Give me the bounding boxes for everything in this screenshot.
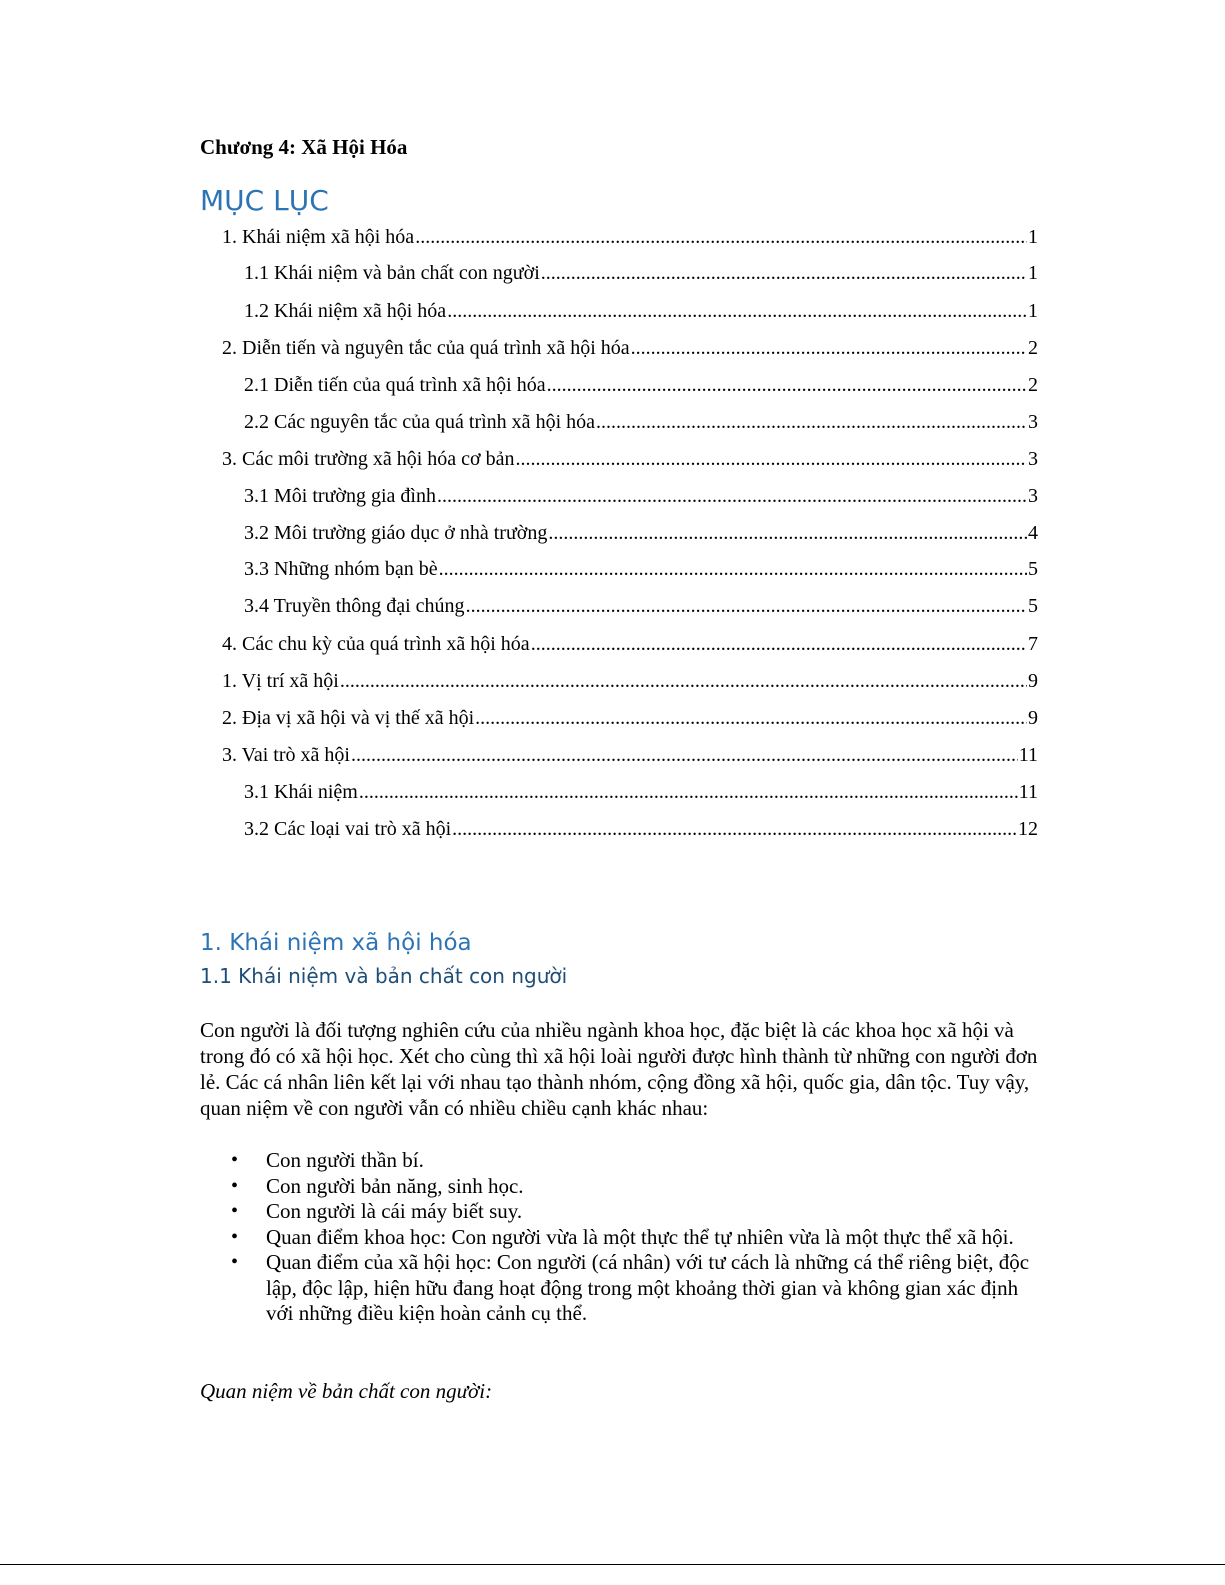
- toc-leader-dots: [547, 372, 1027, 398]
- toc-entry-page: 12: [1018, 818, 1038, 840]
- toc-entry[interactable]: [244, 556, 1038, 582]
- toc-entry[interactable]: [244, 816, 1038, 842]
- toc-entry-page: 11: [1018, 744, 1038, 766]
- toc-entry-page: 4: [1028, 522, 1038, 544]
- toc-entry-page: 5: [1028, 558, 1038, 580]
- toc-entry[interactable]: [222, 742, 1038, 768]
- toc-entry[interactable]: [244, 260, 1038, 286]
- toc-entry-page: 11: [1018, 781, 1038, 803]
- toc-entry-title: 3.1 Khái niệm: [244, 781, 358, 803]
- toc-entry[interactable]: [244, 483, 1038, 509]
- toc-entry[interactable]: [222, 335, 1038, 361]
- list-item: [200, 1174, 1040, 1200]
- toc-entry-title: 2. Địa vị xã hội và vị thế xã hội: [222, 707, 475, 729]
- toc-leader-dots: [515, 446, 1027, 472]
- toc-entry-title: 3.2 Môi trường giáo dục ở nhà trường: [244, 522, 548, 544]
- bullet-icon: •: [231, 1200, 239, 1222]
- list-item-text: Quan điểm khoa học: Con người vừa là một thực thể tự nhiên vừa là một thực thể xã hội.: [266, 1224, 1014, 1249]
- list-item-text: Con người là cái máy biết suy.: [266, 1199, 523, 1223]
- toc-entry-page: 2: [1028, 374, 1038, 396]
- toc-entry[interactable]: [244, 520, 1038, 546]
- toc-leader-dots: [548, 520, 1027, 546]
- toc-leader-dots: [340, 668, 1027, 694]
- toc-entry[interactable]: [244, 593, 1038, 619]
- toc-entry[interactable]: [244, 409, 1038, 435]
- toc-entry-title: 1.1 Khái niệm và bản chất con người: [244, 262, 540, 284]
- toc-entry-title: 3.2 Các loại vai trò xã hội: [244, 818, 452, 840]
- toc-leader-dots: [541, 260, 1027, 286]
- toc-entry-title: 2.1 Diễn tiến của quá trình xã hội hóa: [244, 374, 546, 396]
- toc-leader-dots: [631, 335, 1027, 361]
- toc-entry[interactable]: [222, 446, 1038, 472]
- section-subheading: 1.1 Khái niệm và bản chất con người: [200, 964, 568, 988]
- list-item: [200, 1225, 1040, 1251]
- toc-entry-title: 3. Các môi trường xã hội hóa cơ bản: [222, 448, 515, 470]
- list-item-text: Con người thần bí.: [266, 1148, 424, 1172]
- chapter-title: Chương 4: Xã Hội Hóa: [200, 135, 408, 159]
- toc-entry-title: 4. Các chu kỳ của quá trình xã hội hóa: [222, 633, 530, 655]
- toc-entry-page: 1: [1028, 262, 1038, 284]
- bullet-icon: •: [231, 1174, 239, 1197]
- list-item-text: Con người bản năng, sinh học.: [266, 1173, 524, 1198]
- list-item: [200, 1250, 1040, 1327]
- toc-entry[interactable]: [222, 631, 1038, 657]
- toc-entry-page: 7: [1028, 633, 1038, 655]
- bullet-list: [200, 1148, 1040, 1327]
- list-item: [200, 1199, 1040, 1225]
- toc-entry-page: 3: [1028, 411, 1038, 433]
- toc-entry-title: 3.1 Môi trường gia đình: [244, 485, 436, 507]
- page-bottom-divider: [0, 1564, 1225, 1565]
- list-item: [200, 1148, 1040, 1174]
- toc-heading: MỤC LỤC: [200, 184, 329, 217]
- toc-leader-dots: [596, 409, 1027, 435]
- toc-leader-dots: [415, 224, 1027, 250]
- toc-entry[interactable]: [222, 224, 1038, 250]
- toc-entry-page: 9: [1028, 670, 1038, 692]
- toc-entry-page: 3: [1028, 448, 1038, 470]
- toc-entry[interactable]: [244, 372, 1038, 398]
- bullet-icon: •: [231, 1251, 239, 1273]
- toc-entry-title: 1.2 Khái niệm xã hội hóa: [244, 300, 447, 322]
- bullet-icon: •: [231, 1225, 239, 1248]
- toc-leader-dots: [439, 556, 1027, 582]
- toc-entry-page: 3: [1028, 485, 1038, 507]
- toc-entry-page: 5: [1028, 595, 1038, 617]
- toc-leader-dots: [475, 705, 1027, 731]
- toc-entry-title: 3. Vai trò xã hội: [222, 744, 350, 766]
- toc-entry[interactable]: [222, 705, 1038, 731]
- toc-leader-dots: [531, 631, 1027, 657]
- toc-entry-title: 3.3 Những nhóm bạn bè: [244, 558, 438, 580]
- toc-entry-page: 9: [1028, 707, 1038, 729]
- toc-entry-page: 1: [1028, 300, 1038, 322]
- toc-entry-title: 3.4 Truyền thông đại chúng: [244, 595, 465, 617]
- toc-leader-dots: [437, 483, 1027, 509]
- body-paragraph: Con người là đối tượng nghiên cứu của nhiều ngành khoa học, đặc biệt là các khoa học xã hội và trong đó có xã hội học. Xét cho cùng thì xã hội loài người được hình thành từ những con người đơn lẻ. Các cá nhân liên kết lại với nhau tạo thành nhóm, cộng đồng xã hội, quốc gia, dân tộc. Tuy vậy, quan niệm về con người vẫn có nhiều chiều cạnh khác nhau:: [200, 1018, 1038, 1120]
- toc-entry-page: 2: [1028, 337, 1038, 359]
- bullet-icon: •: [231, 1149, 239, 1171]
- toc-leader-dots: [452, 816, 1017, 842]
- toc-entry-title: 2.2 Các nguyên tắc của quá trình xã hội hóa: [244, 411, 595, 433]
- toc-leader-dots: [466, 593, 1027, 619]
- toc-entry[interactable]: [222, 668, 1038, 694]
- toc-entry-page: 1: [1028, 226, 1038, 248]
- toc-leader-dots: [447, 298, 1027, 324]
- list-item-text: Quan điểm của xã hội học: Con người (cá nhân) với tư cách là những cá thể riêng biệt, độc lập, độc lập, hiện hữu đang hoạt động trong một khoảng thời gian và không gian xác định với những điều kiện hoàn cảnh cụ thể.: [266, 1250, 1030, 1325]
- toc-leader-dots: [359, 779, 1018, 805]
- toc-entry[interactable]: [244, 298, 1038, 324]
- toc-entry-title: 1. Khái niệm xã hội hóa: [222, 226, 415, 248]
- section-heading: 1. Khái niệm xã hội hóa: [200, 930, 472, 956]
- italic-subheading: Quan niệm về bản chất con người:: [200, 1379, 493, 1403]
- toc-entry-title: 2. Diễn tiến và nguyên tắc của quá trình xã hội hóa: [222, 337, 630, 359]
- toc-entry-title: 1. Vị trí xã hội: [222, 670, 339, 692]
- toc-entry[interactable]: [244, 779, 1038, 805]
- toc-leader-dots: [351, 742, 1018, 768]
